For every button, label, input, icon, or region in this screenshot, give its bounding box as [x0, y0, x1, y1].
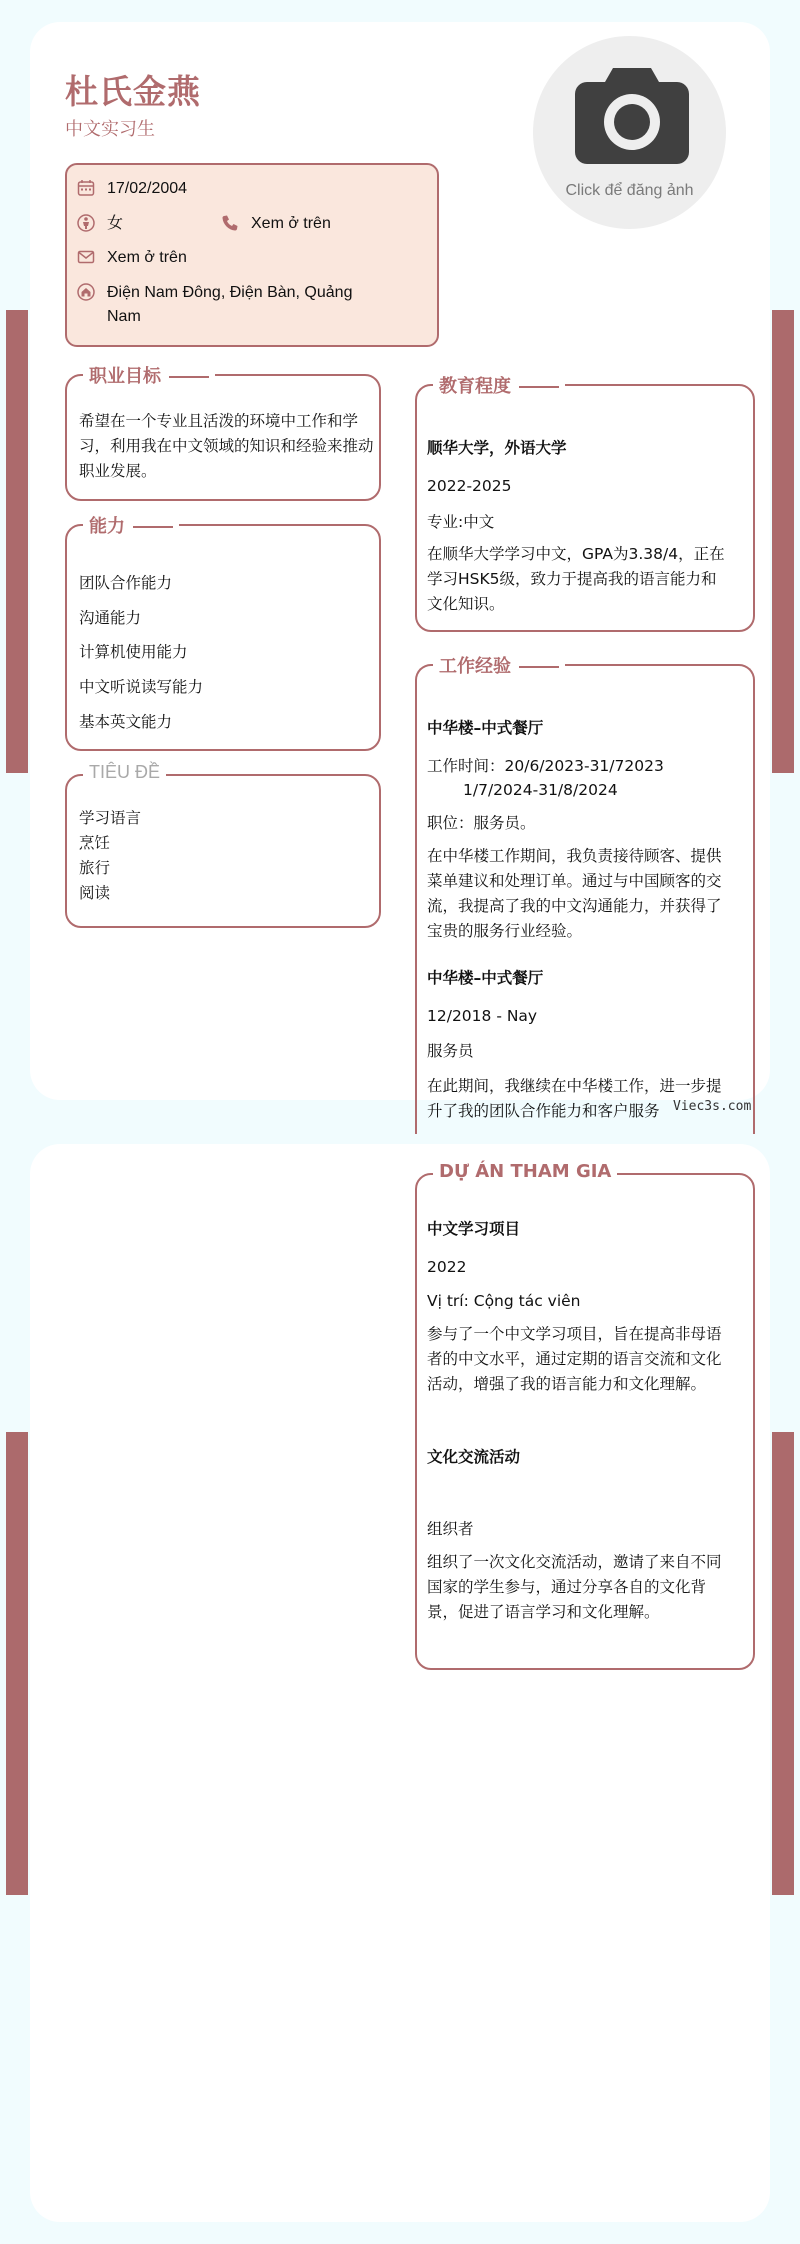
- objective-text[interactable]: 希望在一个专业且活泼的环境中工作和学习，利用我在中文领域的知识和经验来推动职业发展。: [79, 412, 374, 480]
- resume-page-2: [30, 1144, 770, 2222]
- gender-icon: [77, 214, 95, 232]
- job-time[interactable]: 1/7/2024-31/8/2024: [463, 781, 618, 799]
- education-description[interactable]: 在顺华大学学习中文，GPA为3.38/4，正在学习HSK5级，致力于提高我的语言能力和文化知识。: [427, 545, 725, 613]
- phone-icon: [221, 214, 239, 232]
- project-description[interactable]: 参与了一个中文学习项目，旨在提高非母语者的中文水平，通过定期的语言交流和文化活动，增强了我的语言能力和文化理解。: [427, 1325, 722, 1393]
- address-value[interactable]: Điện Nam Đông, Điện Bàn, Quảng Nam: [107, 284, 353, 325]
- job-time[interactable]: 12/2018 - Nay: [427, 1007, 538, 1025]
- objective-title: 职业目标: [83, 362, 215, 388]
- photo-upload-label: Click để đăng ảnh: [565, 182, 694, 199]
- projects-title: DỰ ÁN THAM GIA: [433, 1161, 617, 1182]
- skill-item[interactable]: 中文听说读写能力: [79, 678, 204, 696]
- candidate-role[interactable]: 中文实习生: [65, 119, 155, 140]
- left-accent-bar: [6, 310, 28, 773]
- project-name[interactable]: 文化交流活动: [427, 1448, 521, 1466]
- job-time[interactable]: 工作时间：20/6/2023-31/72023: [427, 757, 664, 775]
- education-title: 教育程度: [433, 372, 565, 398]
- watermark: Viec3s.com: [673, 1099, 752, 1114]
- interest-item[interactable]: 旅行: [79, 859, 111, 877]
- education-section: [415, 376, 755, 632]
- project-year[interactable]: 2022: [427, 1258, 467, 1276]
- skills-title: 能力: [83, 512, 179, 538]
- contact-info-box: [65, 163, 439, 347]
- phone-row: [221, 212, 331, 236]
- education-major[interactable]: 专业:中文: [427, 513, 495, 531]
- job-position[interactable]: 职位：服务员。: [427, 814, 536, 832]
- skills-section: [65, 516, 381, 751]
- experience-title: 工作经验: [433, 652, 565, 678]
- job-company[interactable]: 中华楼–中式餐厅: [427, 969, 544, 987]
- email-value[interactable]: Xem ở trên: [107, 249, 187, 266]
- job-description[interactable]: 在此期间，我继续在中华楼工作，进一步提升了我的团队合作能力和客户服务: [427, 1077, 722, 1120]
- gender-row: [77, 212, 123, 236]
- mail-icon: [77, 248, 95, 266]
- right-accent-bar: [772, 310, 794, 773]
- education-period[interactable]: 2022-2025: [427, 477, 512, 495]
- interest-item[interactable]: 学习语言: [79, 809, 142, 827]
- project-name[interactable]: 中文学习项目: [427, 1220, 521, 1238]
- birthdate-row: [77, 177, 187, 201]
- calendar-icon: [77, 179, 95, 197]
- camera-icon: [573, 64, 691, 166]
- interests-title[interactable]: TIÊU ĐỀ: [83, 762, 166, 783]
- project-description[interactable]: 组织了一次文化交流活动，邀请了来自不同国家的学生参与，通过分享各自的文化背景，促进了语言学习和文化理解。: [427, 1553, 722, 1621]
- interest-item[interactable]: 阅读: [79, 884, 111, 902]
- job-description[interactable]: 在中华楼工作期间，我负责接待顾客、提供菜单建议和处理订单。通过与中国顾客的交流，我提高了我的中文沟通能力，并获得了宝贵的服务行业经验。: [427, 847, 722, 940]
- photo-upload[interactable]: [533, 36, 726, 229]
- objective-section: [65, 366, 381, 501]
- education-school[interactable]: 顺华大学，外语大学: [427, 439, 567, 457]
- projects-section: [415, 1161, 755, 1670]
- skill-item[interactable]: 计算机使用能力: [79, 643, 188, 661]
- phone-value[interactable]: Xem ở trên: [251, 215, 331, 232]
- skill-item[interactable]: 沟通能力: [79, 609, 142, 627]
- candidate-name[interactable]: 杜氏金燕: [65, 72, 201, 111]
- interest-item[interactable]: 烹饪: [79, 834, 111, 852]
- left-accent-bar: [6, 1432, 28, 1895]
- birthdate-value[interactable]: 17/02/2004: [107, 180, 188, 197]
- experience-section: [415, 656, 755, 1134]
- project-role[interactable]: Vị trí: Cộng tác viên: [427, 1292, 581, 1310]
- job-company[interactable]: 中华楼–中式餐厅: [427, 719, 544, 737]
- job-position[interactable]: 服务员: [427, 1042, 474, 1060]
- skill-item[interactable]: 团队合作能力: [79, 574, 173, 592]
- right-accent-bar: [772, 1432, 794, 1895]
- home-icon: [77, 283, 95, 301]
- gender-value[interactable]: 女: [107, 215, 124, 232]
- interests-section: [65, 762, 381, 928]
- email-row: [77, 246, 187, 270]
- project-role[interactable]: 组织者: [427, 1520, 474, 1538]
- skill-item[interactable]: 基本英文能力: [79, 713, 173, 731]
- address-row: [77, 281, 377, 329]
